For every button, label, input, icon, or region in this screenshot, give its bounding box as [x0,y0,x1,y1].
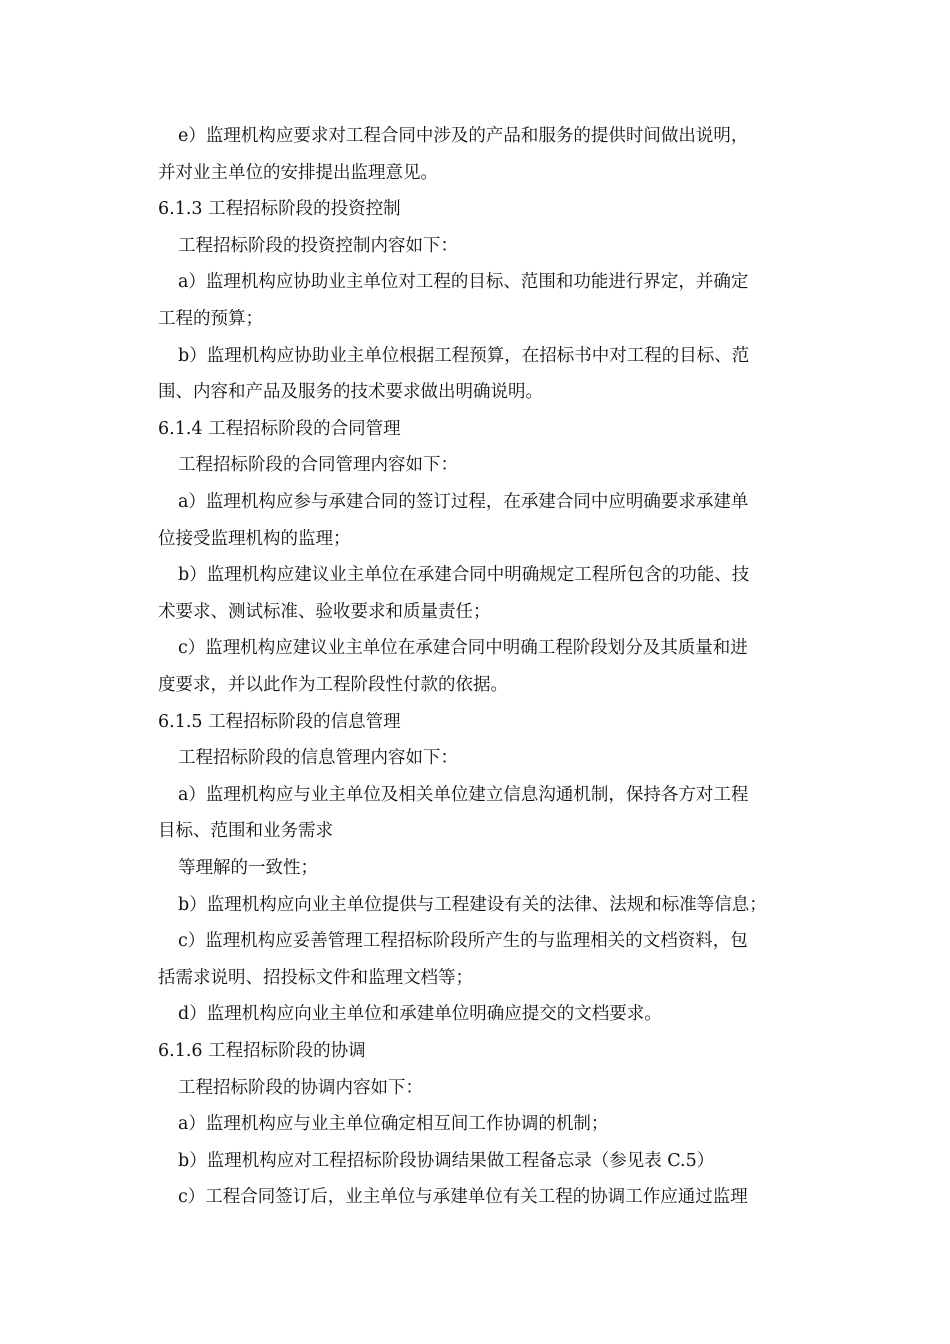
section-heading: 6.1.3 工程招标阶段的投资控制 [158,199,401,220]
text-line: 工程招标阶段的投资控制内容如下： [178,235,458,256]
text-line: b）监理机构应对工程招标阶段协调结果做工程备忘录（参见表 C.5） [178,1150,715,1171]
text-line: 围、内容和产品及服务的技术要求做出明确说明。 [158,382,543,403]
text-line: b）监理机构应建议业主单位在承建合同中明确规定工程所包含的功能、技 [178,565,750,586]
text-line: c）监理机构应妥善管理工程招标阶段所产生的与监理相关的文档资料，包 [178,931,748,952]
text-line: b）监理机构应协助业主单位根据工程预算，在招标书中对工程的目标、范 [178,345,750,366]
text-line: 工程招标阶段的信息管理内容如下： [178,748,458,769]
text-line: a）监理机构应参与承建合同的签订过程，在承建合同中应明确要求承建单 [178,492,749,512]
text-line: 等理解的一致性； [178,858,318,878]
text-line: a）监理机构应与业主单位及相关单位建立信息沟通机制，保持各方对工程 [178,784,749,805]
text-line: a）监理机构应与业主单位确定相互间工作协调的机制； [178,1114,609,1135]
text-line: 位接受监理机构的监理； [158,528,351,549]
section-heading: 6.1.4 工程招标阶段的合同管理 [158,418,401,439]
text-line: b）监理机构应向业主单位提供与工程建设有关的法律、法规和标准等信息； [178,894,767,915]
text-line: a）监理机构应协助业主单位对工程的目标、范围和功能进行界定，并确定 [178,272,749,293]
text-line: 并对业主单位的安排提出监理意见。 [158,162,438,183]
text-line: 工程的预算； [158,309,263,329]
text-line: 术要求、测试标准、验收要求和质量责任； [158,601,491,622]
text-line: 工程招标阶段的协调内容如下： [178,1077,423,1098]
text-line: e）监理机构应要求对工程合同中涉及的产品和服务的提供时间做出说明， [178,126,749,146]
text-line: d）监理机构应向业主单位和承建单位明确应提交的文档要求。 [178,1004,662,1025]
section-heading: 6.1.6 工程招标阶段的协调 [158,1041,366,1061]
text-line: c）监理机构应建议业主单位在承建合同中明确工程阶段划分及其质量和进 [178,638,748,659]
text-line: 工程招标阶段的合同管理内容如下： [178,455,458,476]
text-line: 目标、范围和业务需求 [158,821,333,842]
section-heading: 6.1.5 工程招标阶段的信息管理 [158,711,401,732]
text-line: c）工程合同签订后，业主单位与承建单位有关工程的协调工作应通过监理 [178,1187,748,1208]
text-line: 括需求说明、招投标文件和监理文档等； [158,967,473,988]
text-line: 度要求，并以此作为工程阶段性付款的依据。 [158,675,508,695]
